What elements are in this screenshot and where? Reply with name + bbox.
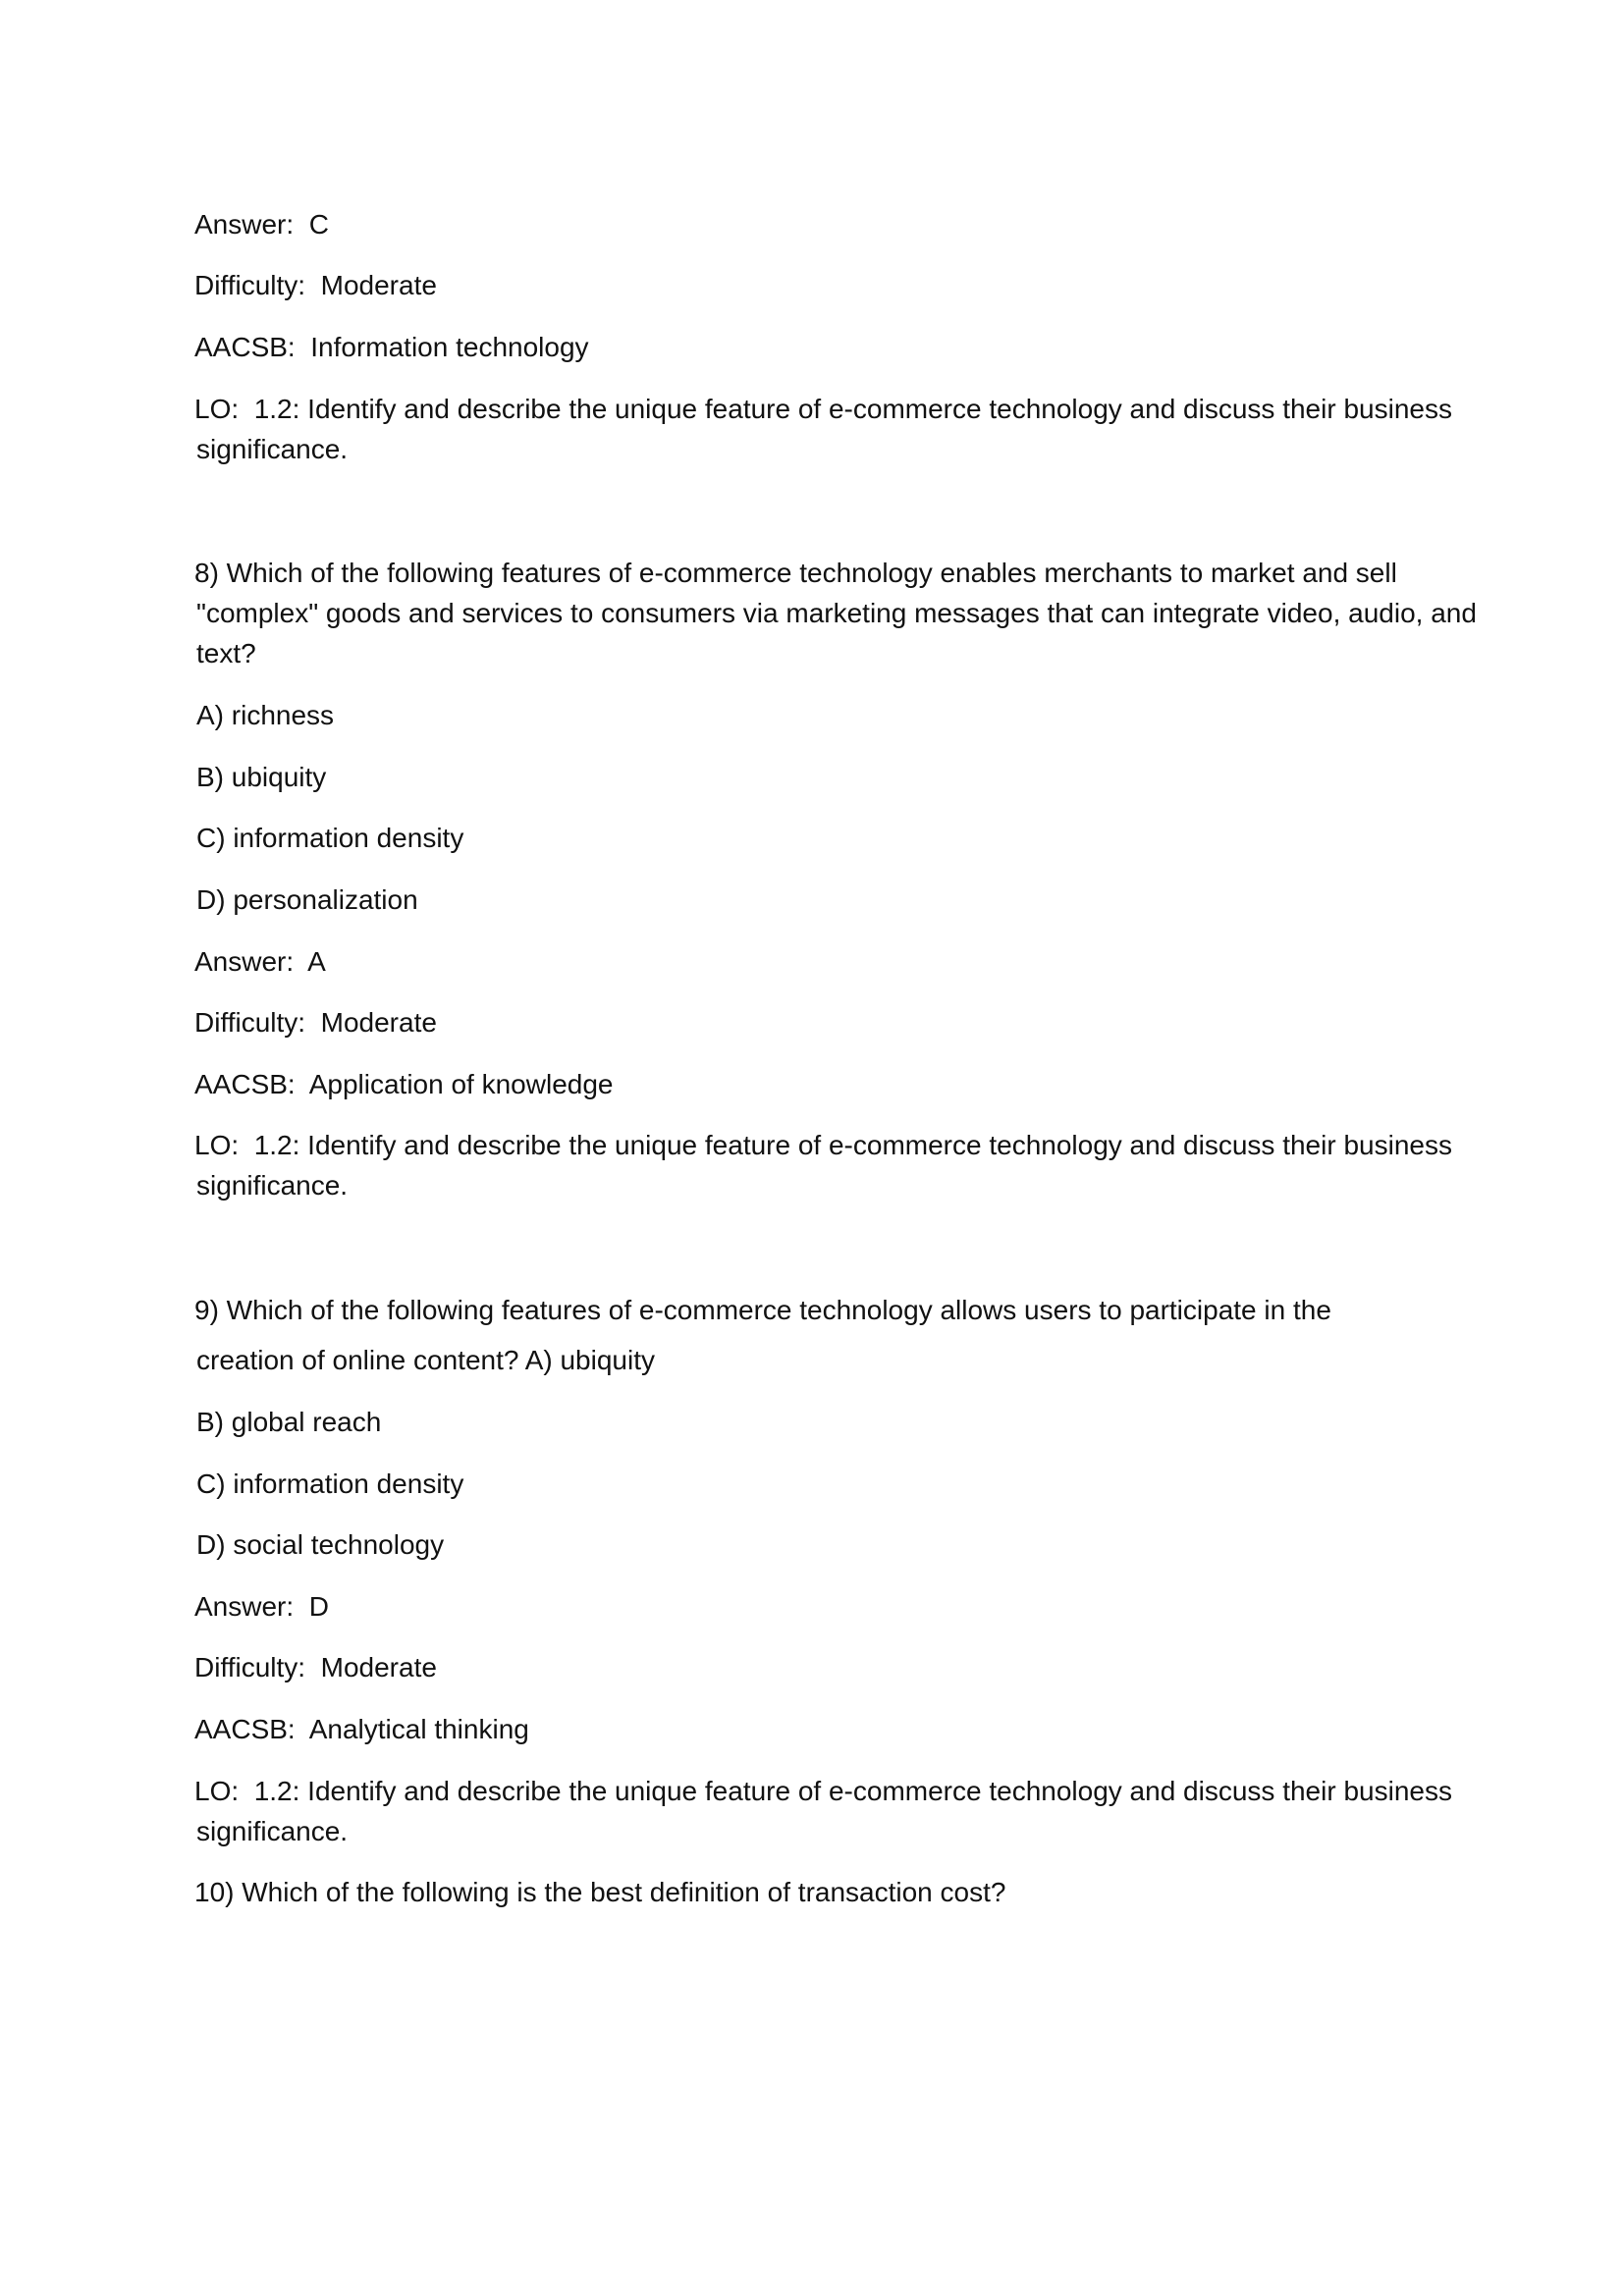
- q8-question-line3: text?: [196, 638, 256, 668]
- prev-aacsb: AACSB: Information technology: [194, 332, 589, 362]
- q9-aacsb: AACSB: Analytical thinking: [194, 1714, 529, 1744]
- q8-question-line1: 8) Which of the following features of e-commerce technology enables merchants to market and sell: [194, 558, 1397, 588]
- q9-lo-line1: LO: 1.2: Identify and describe the unique feature of e-commerce technology and discuss their business: [194, 1776, 1452, 1806]
- q8-aacsb: AACSB: Application of knowledge: [194, 1069, 614, 1099]
- prev-difficulty: Difficulty: Moderate: [194, 270, 437, 300]
- prev-lo-line2: significance.: [196, 434, 349, 464]
- q10-question-line1: 10) Which of the following is the best definition of transaction cost?: [194, 1877, 1006, 1907]
- q9-option-b: B) global reach: [196, 1407, 382, 1437]
- q8-option-b: B) ubiquity: [196, 762, 327, 792]
- q9-lo-line2: significance.: [196, 1816, 349, 1846]
- q9-option-c: C) information density: [196, 1468, 464, 1499]
- q8-difficulty: Difficulty: Moderate: [194, 1007, 437, 1038]
- q8-lo-line1: LO: 1.2: Identify and describe the unique feature of e-commerce technology and discuss their business: [194, 1130, 1452, 1160]
- q8-lo-line2: significance.: [196, 1170, 349, 1201]
- q8-answer: Answer: A: [194, 946, 326, 977]
- q9-question-line1: 9) Which of the following features of e-commerce technology allows users to participate in the: [194, 1295, 1331, 1325]
- q9-option-d: D) social technology: [196, 1529, 445, 1560]
- q9-answer: Answer: D: [194, 1591, 329, 1622]
- q8-question-line2: "complex" goods and services to consumers via marketing messages that can integrate video, audio, and: [196, 598, 1477, 628]
- q8-option-a: A) richness: [196, 700, 335, 730]
- prev-lo-line1: LO: 1.2: Identify and describe the unique feature of e-commerce technology and discuss their business: [194, 394, 1452, 424]
- q8-option-d: D) personalization: [196, 884, 418, 915]
- q9-difficulty: Difficulty: Moderate: [194, 1652, 437, 1682]
- q9-question-line2: creation of online content? A) ubiquity: [196, 1345, 655, 1375]
- q8-option-c: C) information density: [196, 823, 464, 853]
- prev-answer: Answer: C: [194, 209, 329, 240]
